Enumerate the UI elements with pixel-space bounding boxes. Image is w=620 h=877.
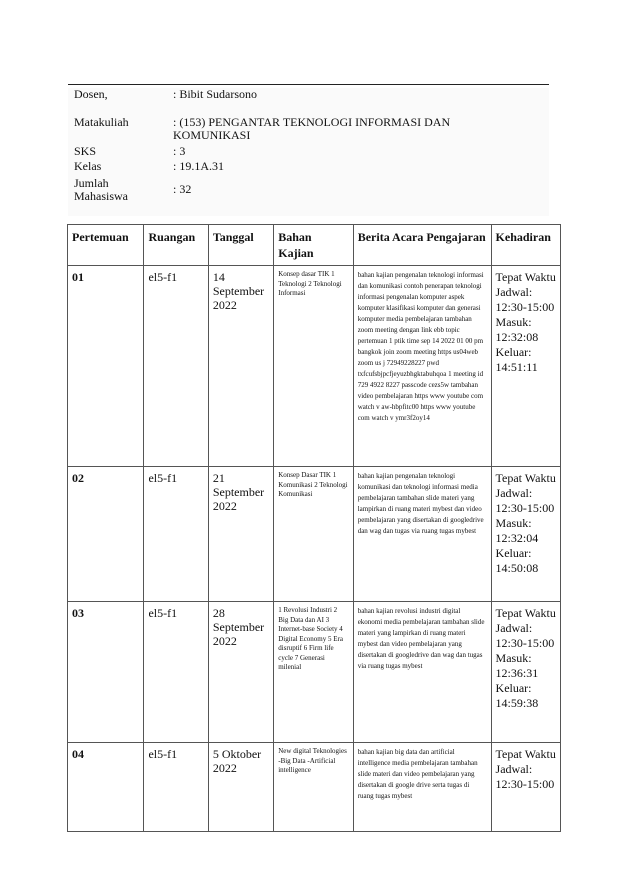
cell-bahan-kajian: Konsep dasar TIK 1 Teknologi 2 Teknologi Informasi [274,266,353,467]
jumlah-value: : 32 [173,182,192,196]
table-row [68,266,561,467]
matakuliah-label: Matakuliah [74,115,129,129]
sks-label: SKS [74,144,97,158]
cell-tanggal: 14 September 2022 [208,266,273,467]
cell-bahan-kajian: New digital Teknologies -Big Data -Artificial intelligence [274,743,353,832]
cell-tanggal: 5 Oktober 2022 [208,743,273,832]
header-ruangan: Ruangan [144,225,208,266]
cell-ruangan: el5-f1 [144,743,208,832]
cell-ruangan: el5-f1 [144,602,208,743]
cell-kehadiran: Tepat Waktu Jadwal: 12:30-15:00 Masuk: 12:32:04 Keluar: 14:50:08 [491,467,560,602]
cell-berita-acara: bahan kajian big data dan artificial intelligence media pembelajaran tambahan slide materi dan video pembelajaran yang disertakan di google drive serta tugas di ruang tugas mybest [353,743,491,832]
header-bahan-kajian: Bahan Kajian [274,225,353,266]
kelas-label: Kelas [74,159,102,173]
cell-berita-acara: bahan kajian pengenalan teknologi informasi dan komunikasi contoh penerapan teknologi informasi pengenalan komputer aspek komputer klasifikasi komputer dan generasi komputer media pembelajaran tambahan zoom meeting dengan link ebb topic pertemuan 1 ptik time sep 14 2022 01 00 pm bangkok join zoom meeting https us04web zoom us j 72949228227 pwd txfcufsbjpcfjeyuzbhgktabuhqoa 1 meeting id 729 4922 8227 passcode cezs5w tambahan video pembelajaran https www youtube com watch v aw-hbpfitc00 https www youtube com watch v ymr3f2oy14 [353,266,491,467]
cell-tanggal: 28 September 2022 [208,602,273,743]
header-tanggal: Tanggal [208,225,273,266]
cell-bahan-kajian: 1 Revolusi Industri 2 Big Data dan AI 3 Internet-base Society 4 Digital Economy 5 Era disruptif 6 Firm life cycle 7 Generasi milenial [274,602,353,743]
header-berita-acara: Berita Acara Pengajaran [353,225,491,266]
cell-tanggal: 21 September 2022 [208,467,273,602]
cell-ruangan: el5-f1 [144,467,208,602]
cell-ruangan: el5-f1 [144,266,208,467]
cell-kehadiran: Tepat Waktu Jadwal: 12:30-15:00 [491,743,560,832]
cell-pertemuan: 04 [68,743,144,832]
cell-pertemuan: 03 [68,602,144,743]
cell-bahan-kajian: Konsep Dasar TIK 1 Komunikasi 2 Teknologi Komunikasi [274,467,353,602]
table-row [68,602,561,743]
attendance-table [67,224,561,832]
cell-pertemuan: 01 [68,266,144,467]
kelas-value: : 19.1A.31 [173,159,224,173]
table-row [68,743,561,832]
cell-kehadiran: Tepat Waktu Jadwal: 12:30-15:00 Masuk: 12:32:08 Keluar: 14:51:11 [491,266,560,467]
header-pertemuan: Pertemuan [68,225,144,266]
dosen-value: : Bibit Sudarsono [173,87,258,101]
cell-berita-acara: bahan kajian revolusi industri digital ekonomi media pembelajaran tambahan slide materi yang lampirkan di ruang materi mybest dan video pembelajaran yang disertakan di googledrive dan wag dan tugas via ruang tugas mybest [353,602,491,743]
table-row [68,467,561,602]
matakuliah-value: : (153) PENGANTAR TEKNOLOGI INFORMASI DAN KOMUNIKASI [173,115,451,142]
table-header-row [68,225,561,266]
cell-pertemuan: 02 [68,467,144,602]
header-rule [68,84,549,85]
jumlah-label: Jumlah Mahasiswa [74,176,128,203]
cell-kehadiran: Tepat Waktu Jadwal: 12:30-15:00 Masuk: 12:36:31 Keluar: 14:59:38 [491,602,560,743]
cell-berita-acara: bahan kajian pengenalan teknologi komunikasi dan teknologi informasi media pembelajaran tambahan slide materi yang lampirkan di ruang materi mybest dan video pembelajaran yang disertakan di googledrive dan wag dan tugas via ruang tugas mybest [353,467,491,602]
sks-value: : 3 [173,144,186,158]
header-kehadiran: Kehadiran [491,225,560,266]
dosen-label: Dosen, [74,87,108,101]
